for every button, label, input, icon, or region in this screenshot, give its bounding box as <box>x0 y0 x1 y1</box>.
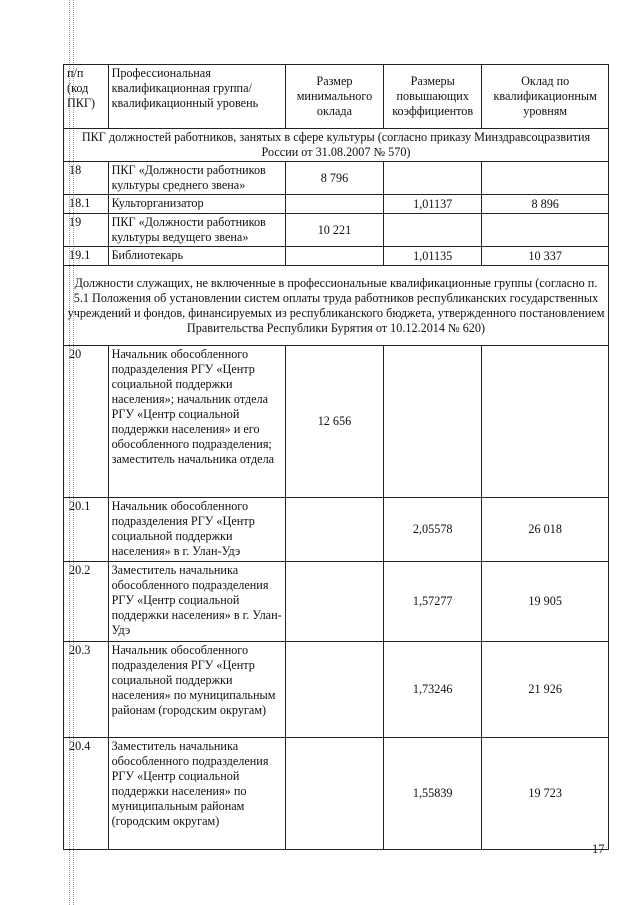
table-row <box>64 738 609 850</box>
row-coefficient <box>384 162 482 195</box>
row-min-salary: 12 656 <box>285 346 383 498</box>
header-salary-by-level: Оклад по квалификационным уровням <box>482 65 609 129</box>
row-coefficient: 2,05578 <box>384 498 482 562</box>
row-coefficient: 1,73246 <box>384 642 482 738</box>
row-min-salary <box>285 642 383 738</box>
table-row <box>64 346 609 498</box>
row-min-salary <box>285 498 383 562</box>
row-name: ПКГ «Должности работников культуры среднего звена» <box>108 162 285 195</box>
table-header-row <box>64 65 609 129</box>
row-code: 18 <box>64 162 109 195</box>
table-row <box>64 642 609 738</box>
table-row <box>64 214 609 247</box>
row-name: Начальник обособленного подразделения РГУ «Центр социальной поддержки населения» в г. Улан-Удэ <box>108 498 285 562</box>
section-title: Должности служащих, не включенные в профессиональные квалификационные группы (согласно п. 5.1 Положения об установлении систем оплаты труда работников республиканских государственных учреждений и фондов, финансируемых из республиканского бюджета, утвержденного постановлением Правительства Республики Бурятия от 10.12.2014 № 620) <box>64 266 609 346</box>
row-coefficient: 1,55839 <box>384 738 482 850</box>
row-name: Заместитель начальника обособленного подразделения РГУ «Центр социальной поддержки населения» по муниципальным районам (городским округам) <box>108 738 285 850</box>
row-salary: 26 018 <box>482 498 609 562</box>
row-min-salary: 10 221 <box>285 214 383 247</box>
header-coefficients: Размеры повышающих коэффициентов <box>384 65 482 129</box>
header-group-name: Профессиональная квалификационная группа/квалификационный уровень <box>108 65 285 129</box>
salary-table <box>63 64 609 850</box>
row-min-salary <box>285 195 383 214</box>
row-code: 20.1 <box>64 498 109 562</box>
row-name: Заместитель начальника обособленного подразделения РГУ «Центр социальной поддержки населения» в г. Улан-Удэ <box>108 562 285 642</box>
header-code: п/п (код ПКГ) <box>64 65 109 129</box>
row-salary: 8 896 <box>482 195 609 214</box>
row-code: 20.4 <box>64 738 109 850</box>
table-row <box>64 562 609 642</box>
row-salary <box>482 214 609 247</box>
row-coefficient: 1,01135 <box>384 247 482 266</box>
row-coefficient <box>384 214 482 247</box>
table-row <box>64 162 609 195</box>
page-number: 17 <box>592 842 605 856</box>
row-min-salary: 8 796 <box>285 162 383 195</box>
row-name: Начальник обособленного подразделения РГУ «Центр социальной поддержки населения» по муниципальным районам (городским округам) <box>108 642 285 738</box>
row-code: 19 <box>64 214 109 247</box>
row-name: Библиотекарь <box>108 247 285 266</box>
section-row <box>64 266 609 346</box>
header-min-salary: Размер минимального оклада <box>285 65 383 129</box>
row-coefficient: 1,57277 <box>384 562 482 642</box>
table-row <box>64 247 609 266</box>
row-coefficient: 1,01137 <box>384 195 482 214</box>
row-name: Культорганизатор <box>108 195 285 214</box>
row-salary: 10 337 <box>482 247 609 266</box>
row-name: Начальник обособленного подразделения РГУ «Центр социальной поддержки населения»; начальник отдела РГУ «Центр социальной поддержки населения» и его обособленного подразделения; заместитель начальника отдела <box>108 346 285 498</box>
row-code: 18.1 <box>64 195 109 214</box>
row-code: 20.3 <box>64 642 109 738</box>
row-min-salary <box>285 562 383 642</box>
row-salary: 19 905 <box>482 562 609 642</box>
row-code: 20 <box>64 346 109 498</box>
section-title: ПКГ должностей работников, занятых в сфере культуры (согласно приказу Минздравсоцразвития России от 31.08.2007 № 570) <box>64 129 609 162</box>
row-coefficient <box>384 346 482 498</box>
row-salary: 19 723 <box>482 738 609 850</box>
row-min-salary <box>285 738 383 850</box>
table-row <box>64 195 609 214</box>
row-salary: 21 926 <box>482 642 609 738</box>
row-code: 19.1 <box>64 247 109 266</box>
row-name: ПКГ «Должности работников культуры ведущего звена» <box>108 214 285 247</box>
row-min-salary <box>285 247 383 266</box>
section-row <box>64 129 609 162</box>
row-code: 20.2 <box>64 562 109 642</box>
row-salary <box>482 346 609 498</box>
table-row <box>64 498 609 562</box>
row-salary <box>482 162 609 195</box>
